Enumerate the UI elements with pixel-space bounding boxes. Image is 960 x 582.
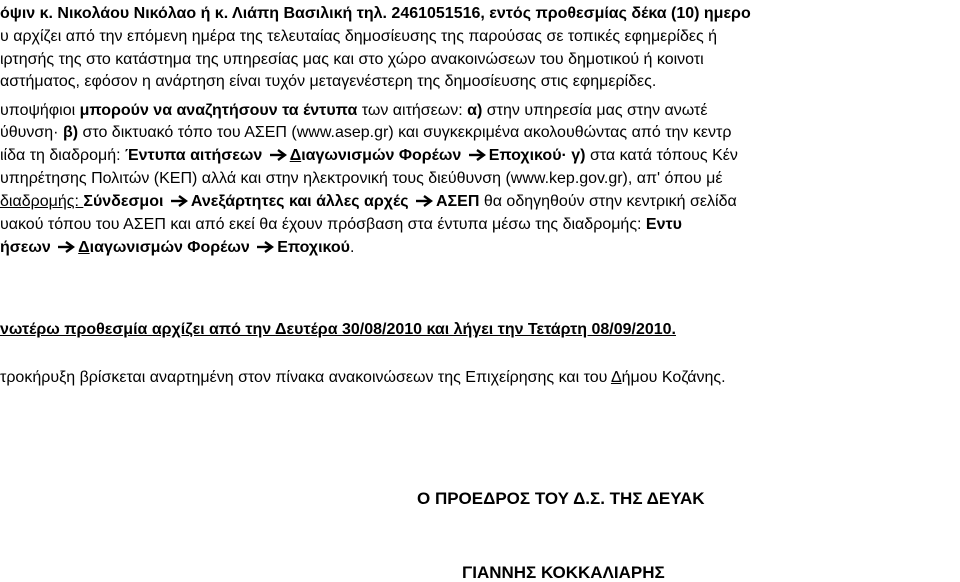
contact-line	[0, 4, 960, 24]
text-segment: ΑΣΕΠ	[435, 193, 480, 210]
text-segment: διαδρομής:	[0, 193, 84, 210]
text-segment: Δ	[275, 321, 287, 338]
text-segment: υακού τόπου του ΑΣΕΠ και από εκεί θα έχουν πρόσβαση στα έντυπα μέσω της διαδρομής:	[0, 216, 646, 233]
text-segment: ιίδα τη διαδρομή:	[0, 147, 125, 164]
text-segment: ήμου Κοζάνης.	[621, 369, 726, 386]
right-arrow-icon	[269, 149, 287, 161]
text-segment: Εντυ	[645, 216, 682, 233]
announcement-posting-line	[0, 368, 960, 388]
text-segment: Δ	[610, 369, 622, 386]
right-arrow-icon	[57, 241, 75, 253]
forms-route-line	[0, 238, 960, 258]
text-segment: Ανεξάρτητες και άλλες αρχές	[190, 193, 413, 210]
posting-line-end	[0, 72, 960, 92]
text-segment: ύθυνση·	[0, 124, 63, 141]
asep-website-line	[0, 123, 960, 143]
text-segment: Δ	[78, 239, 90, 256]
text-segment: ιρτησής της στο κατάστημα της υπηρεσίας μας και στο χώρο ανακοινώσεων του δημοτικού ή κοινοτι	[0, 51, 704, 68]
text-segment: Εποχικού	[277, 239, 350, 256]
text-segment: όψιν κ. Νικολάου Νικόλαο ή κ. Λιάπη Βασιλική τηλ. 2461051516, εντός προθεσμίας δέκα (10) ημερο	[0, 5, 751, 22]
right-arrow-icon	[415, 195, 433, 207]
posting-line	[0, 50, 960, 70]
text-segment: θα οδηγηθούν στην κεντρική σελίδα	[479, 193, 737, 210]
text-segment: στην υπηρεσία μας στην ανωτέ	[482, 102, 708, 119]
text-segment: στο δικτυακό τόπο του ΑΣΕΠ (www.asep.gr) και συγκεκριμένα ακολουθώντας από την κεντρ	[78, 124, 732, 141]
right-arrow-icon	[256, 241, 274, 253]
text-segment: των αιτήσεων:	[357, 102, 468, 119]
text-segment: στα κατά τόπους Κέν	[585, 147, 738, 164]
right-arrow-icon	[170, 195, 188, 207]
text-segment: Εποχικού· γ)	[488, 147, 586, 164]
text-segment: β)	[62, 124, 79, 141]
deadline-dates-line	[0, 320, 960, 340]
asep-page-line	[0, 215, 960, 235]
signature-name: ΓΙΑΝΝΗΣ ΚΟΚΚΑΛΙΑΡΗΣ	[462, 563, 665, 582]
text-segment: ήσεων	[0, 239, 56, 256]
text-segment: Σύνδεσμοι	[83, 193, 168, 210]
text-segment: Έντυπα αιτήσεων	[125, 147, 267, 164]
text-segment: υποψήφιοι	[0, 102, 80, 119]
text-segment: .	[350, 239, 355, 256]
text-segment: ευτέρα 30/08/2010 και λήγει την Τετάρτη 08/09/2010.	[286, 321, 676, 338]
forms-intro-line	[0, 101, 960, 121]
text-segment: μπορούν να αναζητήσουν τα έντυπα	[79, 102, 358, 119]
text-segment: υ αρχίζει από την επόμενη ημέρα της τελευταίας δημοσίευσης της παρούσας σε τοπικές εφημερίδες ή	[0, 28, 718, 45]
text-segment: νωτέρω προθεσμία αρχίζει από την	[0, 321, 276, 338]
right-arrow-icon	[468, 149, 486, 161]
text-segment: ιαγωνισμών Φορέων	[89, 239, 255, 256]
text-segment: ιαγωνισμών Φορέων	[301, 147, 466, 164]
text-segment: αστήματος, εφόσον η ανάρτηση είναι τυχόν μεταγενέστερη της δημοσίευσης στις εφημερίδες.	[0, 73, 657, 90]
text-segment: τροκήρυξη βρίσκεται αναρτημένη στον πίνακα ανακοινώσεων της Επιχείρησης και του	[0, 369, 611, 386]
links-route-line	[0, 192, 960, 212]
signature-title: Ο ΠΡΟΕΔΡΟΣ ΤΟΥ Δ.Σ. ΤΗΣ ΔΕΥΑΚ	[417, 489, 705, 508]
text-segment: υπηρέτησης Πολιτών (ΚΕΠ) αλλά και στην ηλεκτρονική τους διεύθυνση (www.kep.gov.gr), απ' όπου μέ	[0, 170, 723, 187]
deadline-start-line	[0, 27, 960, 47]
text-segment: α)	[467, 102, 483, 119]
asep-route-line	[0, 146, 960, 166]
text-segment: Δ	[289, 147, 302, 164]
kep-line	[0, 169, 960, 189]
